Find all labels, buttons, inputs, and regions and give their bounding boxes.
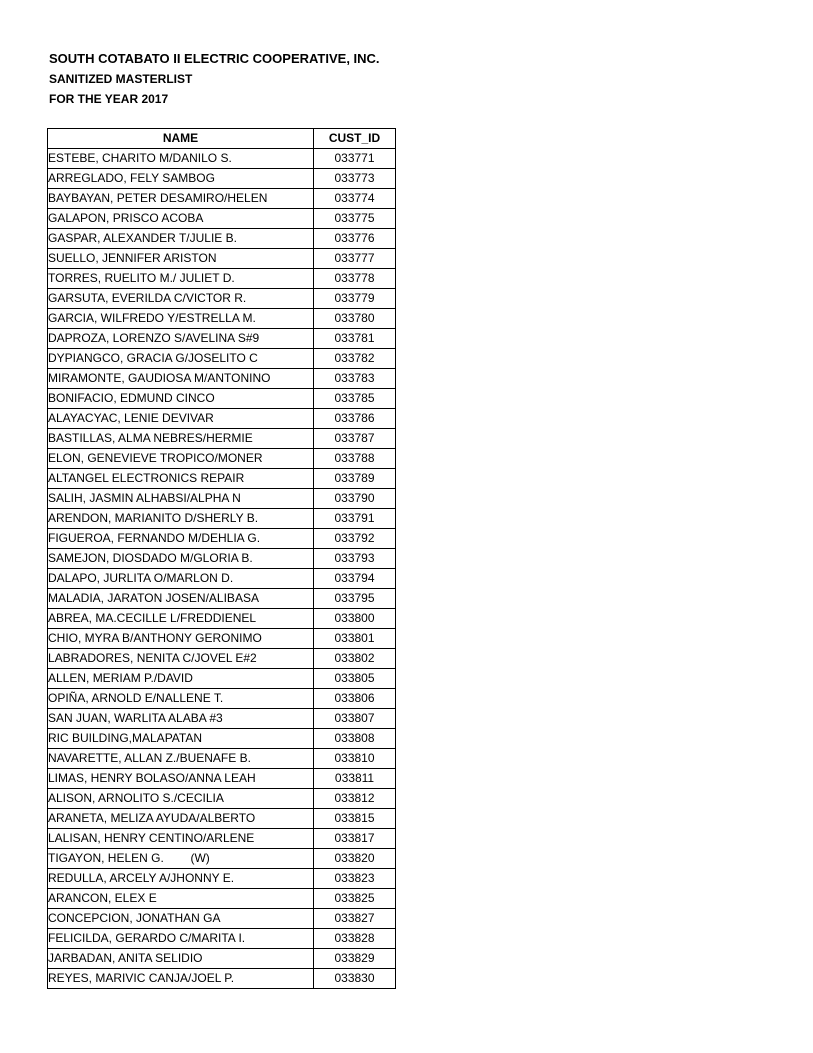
table-row	[48, 509, 396, 529]
customer-id-cell: 033793	[314, 549, 396, 569]
customer-name-cell: BONIFACIO, EDMUND CINCO	[48, 389, 314, 409]
company-title: SOUTH COTABATO II ELECTRIC COOPERATIVE, INC.	[49, 51, 380, 66]
customer-name-cell: ARENDON, MARIANITO D/SHERLY B.	[48, 509, 314, 529]
document-header	[49, 49, 380, 109]
table-row	[48, 709, 396, 729]
customer-id-cell: 033779	[314, 289, 396, 309]
customer-id-cell: 033774	[314, 189, 396, 209]
customer-id-cell: 033775	[314, 209, 396, 229]
table-row	[48, 389, 396, 409]
table-row	[48, 549, 396, 569]
table-row	[48, 689, 396, 709]
customer-name-cell: REDULLA, ARCELY A/JHONNY E.	[48, 869, 314, 889]
table-row	[48, 289, 396, 309]
table-row	[48, 569, 396, 589]
customer-name-cell: GASPAR, ALEXANDER T/JULIE B.	[48, 229, 314, 249]
customer-id-cell: 033801	[314, 629, 396, 649]
table-row	[48, 429, 396, 449]
table-row	[48, 869, 396, 889]
table-row	[48, 749, 396, 769]
customer-name-cell: ARREGLADO, FELY SAMBOG	[48, 169, 314, 189]
customer-name-cell: REYES, MARIVIC CANJA/JOEL P.	[48, 969, 314, 989]
masterlist-table	[47, 128, 396, 989]
customer-id-cell: 033827	[314, 909, 396, 929]
customer-id-cell: 033823	[314, 869, 396, 889]
customer-name-cell: ALAYACYAC, LENIE DEVIVAR	[48, 409, 314, 429]
table-row	[48, 529, 396, 549]
customer-name-cell: DALAPO, JURLITA O/MARLON D.	[48, 569, 314, 589]
customer-name-cell: DAPROZA, LORENZO S/AVELINA S#9	[48, 329, 314, 349]
customer-name-cell: ALISON, ARNOLITO S./CECILIA	[48, 789, 314, 809]
customer-id-cell: 033817	[314, 829, 396, 849]
table-row	[48, 829, 396, 849]
table-row	[48, 769, 396, 789]
customer-id-cell: 033828	[314, 929, 396, 949]
customer-name-cell: SAMEJON, DIOSDADO M/GLORIA B.	[48, 549, 314, 569]
table-row	[48, 149, 396, 169]
customer-id-cell: 033810	[314, 749, 396, 769]
customer-name-cell: OPIÑA, ARNOLD E/NALLENE T.	[48, 689, 314, 709]
table-row	[48, 249, 396, 269]
customer-name-cell: LALISAN, HENRY CENTINO/ARLENE	[48, 829, 314, 849]
customer-name-cell: ALTANGEL ELECTRONICS REPAIR	[48, 469, 314, 489]
customer-name-cell: ABREA, MA.CECILLE L/FREDDIENEL	[48, 609, 314, 629]
customer-name-cell: GALAPON, PRISCO ACOBA	[48, 209, 314, 229]
customer-id-cell: 033802	[314, 649, 396, 669]
customer-name-cell: ESTEBE, CHARITO M/DANILO S.	[48, 149, 314, 169]
customer-id-cell: 033776	[314, 229, 396, 249]
customer-id-cell: 033790	[314, 489, 396, 509]
column-header-cust-id: CUST_ID	[314, 129, 396, 149]
customer-id-cell: 033807	[314, 709, 396, 729]
customer-name-cell: SUELLO, JENNIFER ARISTON	[48, 249, 314, 269]
customer-id-cell: 033782	[314, 349, 396, 369]
customer-id-cell: 033771	[314, 149, 396, 169]
customer-id-cell: 033773	[314, 169, 396, 189]
table-body	[48, 149, 396, 989]
customer-id-cell: 033830	[314, 969, 396, 989]
customer-id-cell: 033781	[314, 329, 396, 349]
customer-id-cell: 033778	[314, 269, 396, 289]
customer-id-cell: 033805	[314, 669, 396, 689]
table-header-row	[48, 129, 396, 149]
table-row	[48, 929, 396, 949]
customer-name-cell: CHIO, MYRA B/ANTHONY GERONIMO	[48, 629, 314, 649]
table-row	[48, 609, 396, 629]
table-row	[48, 629, 396, 649]
customer-id-cell: 033788	[314, 449, 396, 469]
customer-name-cell: CONCEPCION, JONATHAN GA	[48, 909, 314, 929]
customer-id-cell: 033783	[314, 369, 396, 389]
table-row	[48, 729, 396, 749]
document-subtitle: SANITIZED MASTERLIST	[49, 72, 193, 86]
table-row	[48, 329, 396, 349]
table-row	[48, 209, 396, 229]
customer-id-cell: 033812	[314, 789, 396, 809]
table-row	[48, 309, 396, 329]
customer-name-cell: MIRAMONTE, GAUDIOSA M/ANTONINO	[48, 369, 314, 389]
table-row	[48, 369, 396, 389]
table-row	[48, 469, 396, 489]
customer-id-cell: 033791	[314, 509, 396, 529]
customer-name-cell: NAVARETTE, ALLAN Z./BUENAFE B.	[48, 749, 314, 769]
customer-id-cell: 033811	[314, 769, 396, 789]
table-row	[48, 349, 396, 369]
customer-id-cell: 033800	[314, 609, 396, 629]
customer-name-cell: DYPIANGCO, GRACIA G/JOSELITO C	[48, 349, 314, 369]
table-row	[48, 489, 396, 509]
table-row	[48, 449, 396, 469]
customer-name-cell: SALIH, JASMIN ALHABSI/ALPHA N	[48, 489, 314, 509]
table-row	[48, 909, 396, 929]
customer-name-cell: RIC BUILDING,MALAPATAN	[48, 729, 314, 749]
customer-name-cell: LIMAS, HENRY BOLASO/ANNA LEAH	[48, 769, 314, 789]
customer-id-cell: 033806	[314, 689, 396, 709]
customer-id-cell: 033792	[314, 529, 396, 549]
table-row	[48, 669, 396, 689]
customer-name-cell: ARANCON, ELEX E	[48, 889, 314, 909]
customer-id-cell: 033795	[314, 589, 396, 609]
customer-name-cell: GARCIA, WILFREDO Y/ESTRELLA M.	[48, 309, 314, 329]
customer-name-cell: SAN JUAN, WARLITA ALABA #3	[48, 709, 314, 729]
table-row	[48, 889, 396, 909]
customer-name-cell: ARANETA, MELIZA AYUDA/ALBERTO	[48, 809, 314, 829]
customer-name-cell: JARBADAN, ANITA SELIDIO	[48, 949, 314, 969]
customer-name-cell: ELON, GENEVIEVE TROPICO/MONER	[48, 449, 314, 469]
customer-id-cell: 033794	[314, 569, 396, 589]
table-row	[48, 169, 396, 189]
table-row	[48, 409, 396, 429]
customer-name-cell: LABRADORES, NENITA C/JOVEL E#2	[48, 649, 314, 669]
customer-name-cell: BASTILLAS, ALMA NEBRES/HERMIE	[48, 429, 314, 449]
customer-name-cell: ALLEN, MERIAM P./DAVID	[48, 669, 314, 689]
table-row	[48, 269, 396, 289]
customer-name-cell: GARSUTA, EVERILDA C/VICTOR R.	[48, 289, 314, 309]
table-row	[48, 949, 396, 969]
customer-id-cell: 033780	[314, 309, 396, 329]
customer-id-cell: 033777	[314, 249, 396, 269]
customer-id-cell: 033789	[314, 469, 396, 489]
customer-id-cell: 033808	[314, 729, 396, 749]
customer-id-cell: 033787	[314, 429, 396, 449]
customer-id-cell: 033786	[314, 409, 396, 429]
customer-id-cell: 033785	[314, 389, 396, 409]
table-row	[48, 809, 396, 829]
customer-name-cell: BAYBAYAN, PETER DESAMIRO/HELEN	[48, 189, 314, 209]
customer-name-cell: TORRES, RUELITO M./ JULIET D.	[48, 269, 314, 289]
table-row	[48, 969, 396, 989]
customer-name-cell: TIGAYON, HELEN G. (W)	[48, 849, 314, 869]
table-row	[48, 649, 396, 669]
table-row	[48, 789, 396, 809]
customer-name-cell: FIGUEROA, FERNANDO M/DEHLIA G.	[48, 529, 314, 549]
customer-name-cell: MALADIA, JARATON JOSEN/ALIBASA	[48, 589, 314, 609]
year-line: FOR THE YEAR 2017	[49, 92, 169, 106]
customer-id-cell: 033815	[314, 809, 396, 829]
column-header-name: NAME	[48, 129, 314, 149]
customer-name-cell: FELICILDA, GERARDO C/MARITA I.	[48, 929, 314, 949]
table-row	[48, 849, 396, 869]
customer-id-cell: 033825	[314, 889, 396, 909]
table-row	[48, 189, 396, 209]
table-row	[48, 589, 396, 609]
customer-id-cell: 033829	[314, 949, 396, 969]
table-row	[48, 229, 396, 249]
customer-id-cell: 033820	[314, 849, 396, 869]
